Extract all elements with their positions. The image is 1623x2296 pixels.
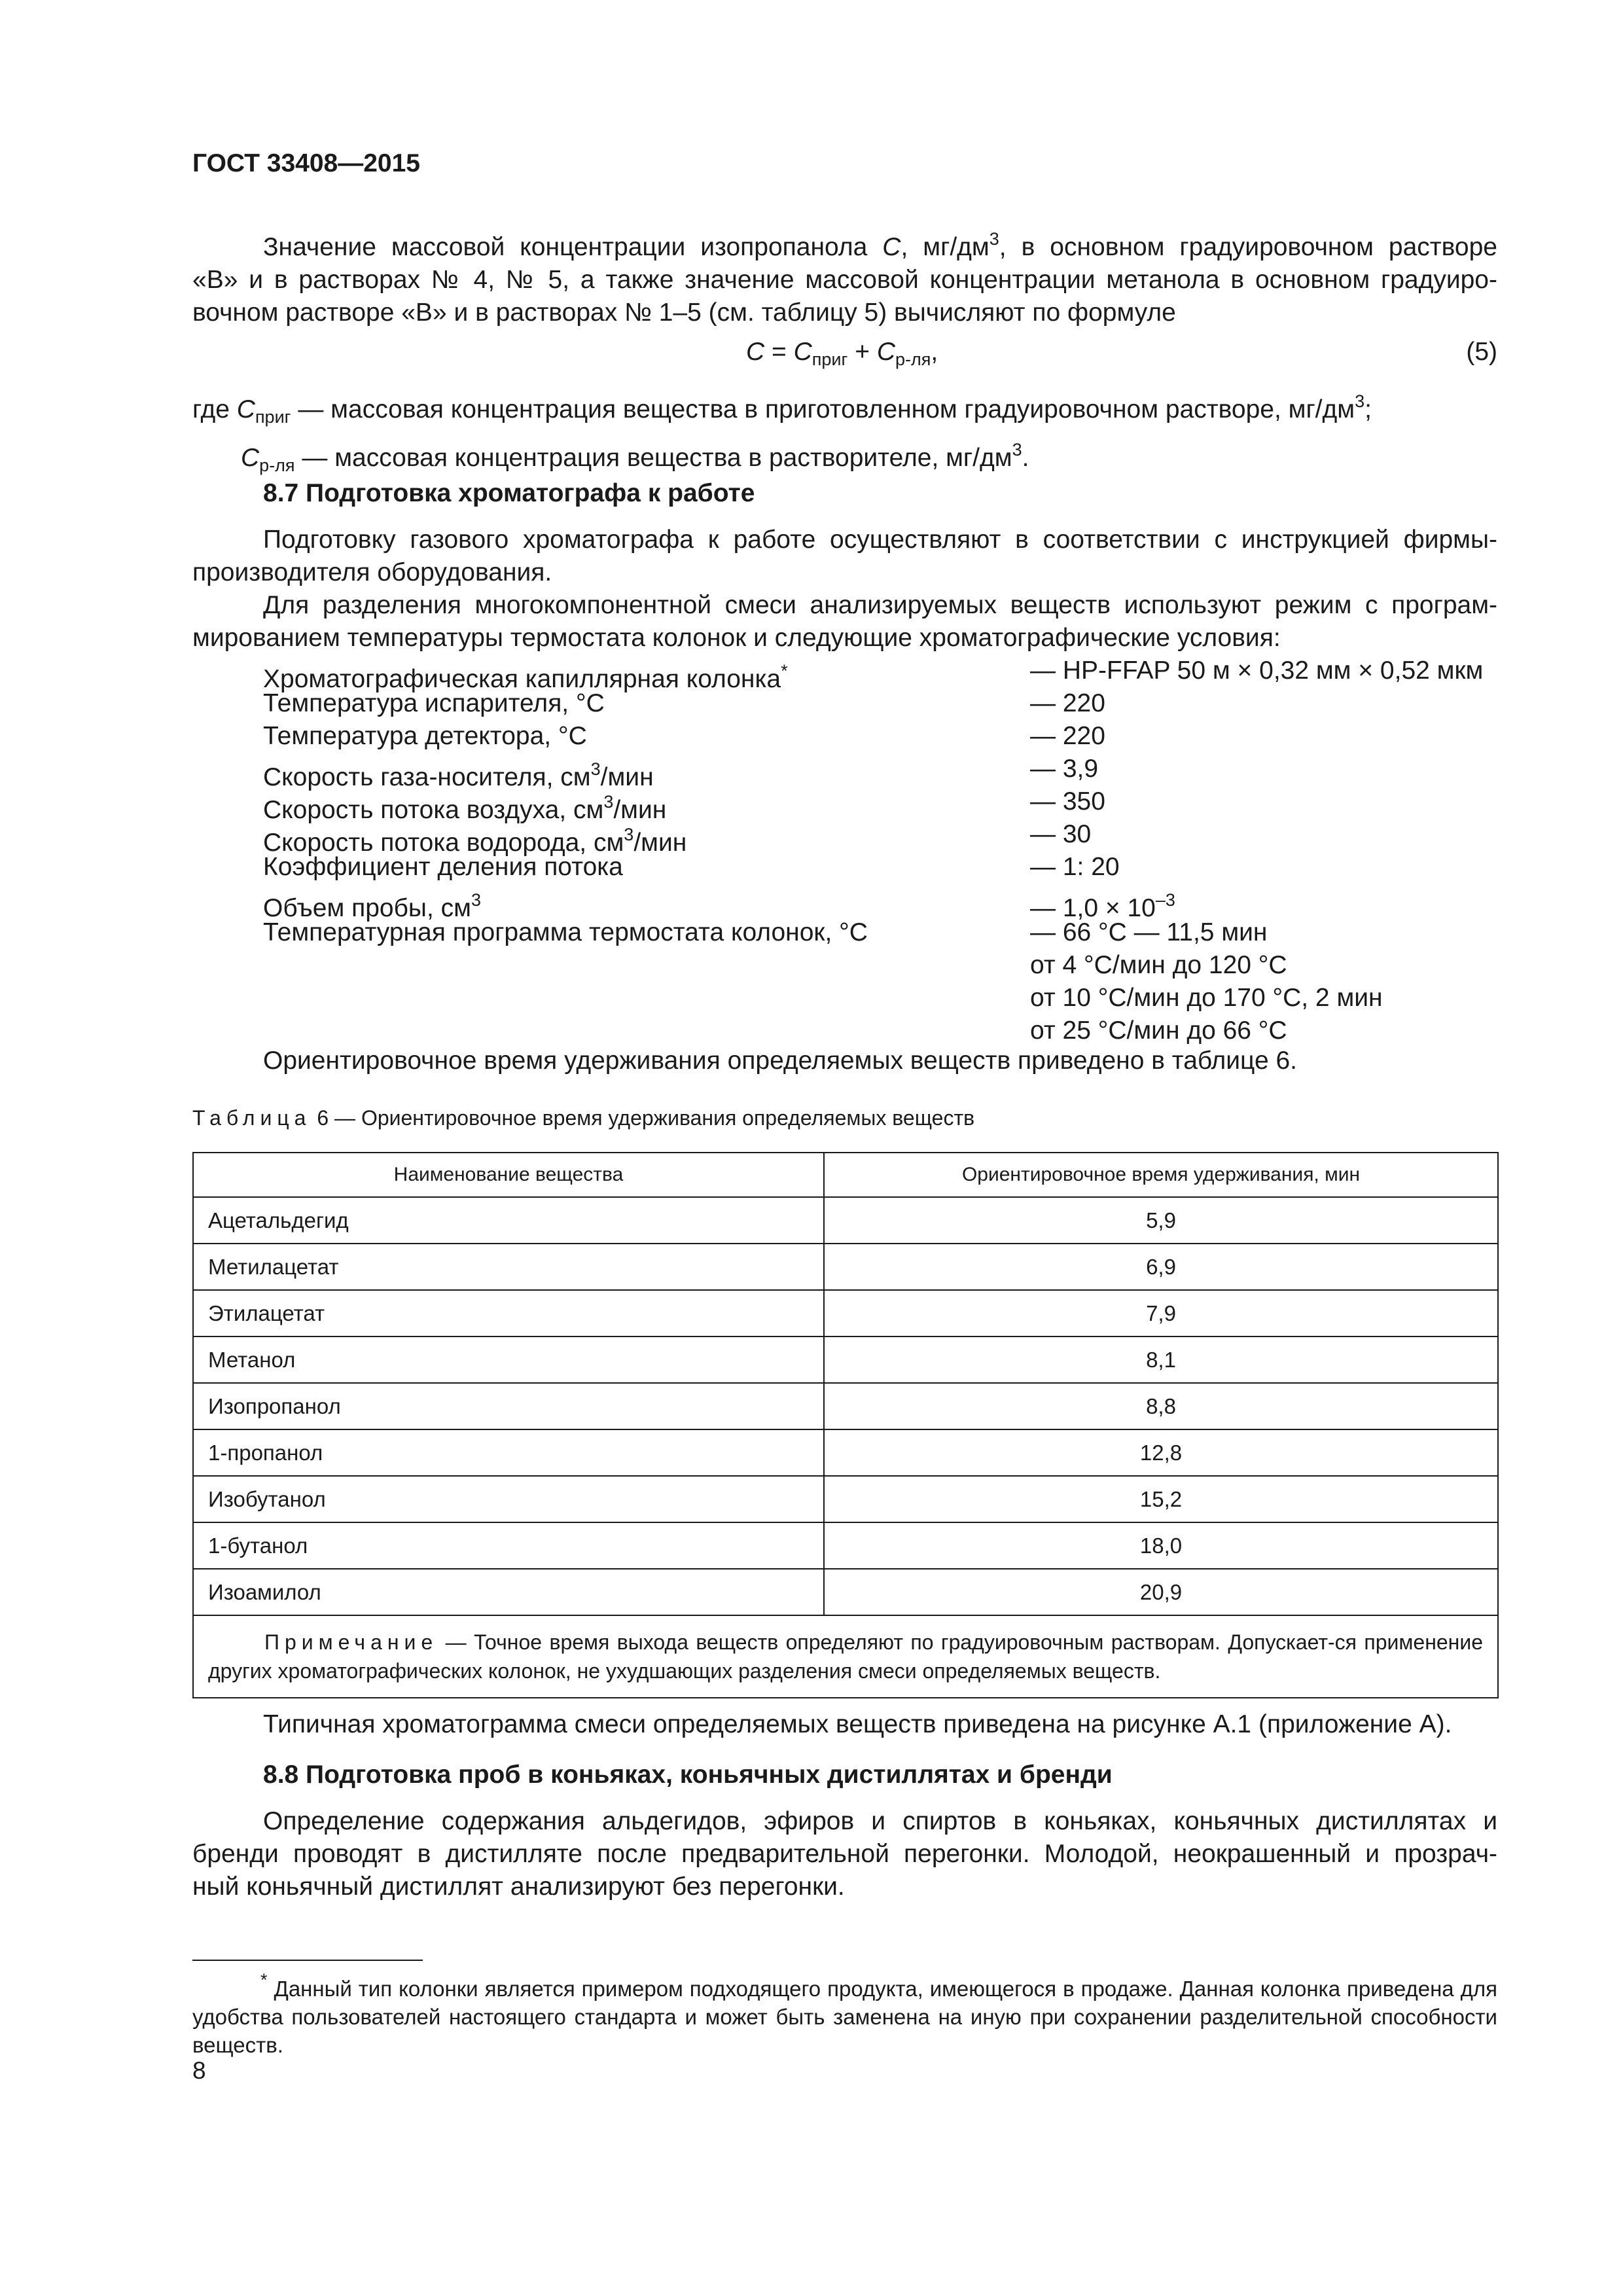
table-row bbox=[193, 1244, 1498, 1290]
table-row bbox=[193, 1429, 1498, 1476]
condition-label: Хроматографическая капиллярная колонка* bbox=[263, 661, 788, 693]
condition-value: — 220 bbox=[1030, 689, 1105, 717]
table-row bbox=[193, 1197, 1498, 1244]
retention-time: 5,9 bbox=[824, 1197, 1498, 1244]
retention-time: 7,9 bbox=[824, 1290, 1498, 1336]
condition-row bbox=[263, 818, 1500, 857]
s88-line2: бренди проводят в дистилляте после предварительной перегонки. Молодой, неокрашенный и прозрач- bbox=[192, 1840, 1497, 1868]
condition-row bbox=[263, 785, 1500, 824]
intro-paragraph bbox=[192, 223, 1497, 329]
after-table-paragraph: Типичная хроматограмма смеси определяемых веществ приведена на рисунке А.1 (приложение А). bbox=[263, 1710, 1452, 1738]
condition-label: Коэффициент деления потока bbox=[263, 853, 623, 881]
formula-number: (5) bbox=[1466, 338, 1497, 366]
table-row bbox=[193, 1476, 1498, 1522]
section-8-8-text bbox=[192, 1805, 1497, 1903]
section-8-8-heading: 8.8 Подготовка проб в коньяках, коньячных дистиллятах и бренди bbox=[263, 1761, 1113, 1789]
condition-row bbox=[263, 753, 1500, 791]
substance-name: 1-бутанол bbox=[193, 1522, 824, 1569]
table-note: Примечание — Точное время выхода веществ определяют по градуировочным растворам. Допускает-ся применение других хроматографических колонок, не ухудшающих разделения смеси определяемых веществ. bbox=[193, 1615, 1498, 1698]
s87-p1-line1: Подготовку газового хроматографа к работе осуществляют в соответствии с инструкцией фирмы- bbox=[263, 526, 1497, 554]
document-header: ГОСТ 33408—2015 bbox=[192, 149, 420, 177]
condition-row bbox=[263, 655, 1500, 693]
table-row bbox=[193, 1522, 1498, 1569]
condition-row bbox=[263, 720, 1500, 753]
condition-value: от 10 °С/мин до 170 °С, 2 мин bbox=[1030, 984, 1383, 1012]
condition-value: — 220 bbox=[1030, 722, 1105, 750]
section-8-7-text bbox=[192, 524, 1497, 655]
page-number: 8 bbox=[192, 2057, 206, 2084]
condition-row bbox=[263, 1014, 1500, 1047]
s88-line3: ный коньячный дистиллят анализируют без перегонки. bbox=[192, 1873, 845, 1901]
condition-label: Температура испарителя, °С bbox=[263, 689, 605, 717]
retention-time: 20,9 bbox=[824, 1569, 1498, 1615]
substance-name: Изобутанол bbox=[193, 1476, 824, 1522]
substance-name: Этилацетат bbox=[193, 1290, 824, 1336]
condition-row bbox=[263, 851, 1500, 884]
retention-time: 8,8 bbox=[824, 1383, 1498, 1429]
retention-time: 12,8 bbox=[824, 1429, 1498, 1476]
table-6-caption: Таблица 6 — Ориентировочное время удерживания определяемых веществ bbox=[192, 1106, 975, 1130]
s87-p2-line2: мированием температуры термостата колонок и следующие хроматографические условия: bbox=[192, 624, 1281, 652]
condition-value: — HP-FFAP 50 м × 0,32 мм × 0,52 мкм bbox=[1030, 656, 1484, 685]
substance-name: Метилацетат bbox=[193, 1244, 824, 1290]
chromatography-conditions bbox=[263, 655, 1500, 1047]
table-row bbox=[193, 1569, 1498, 1615]
condition-label: Температура детектора, °С bbox=[263, 722, 587, 750]
substance-name: Метанол bbox=[193, 1336, 824, 1383]
section-8-7-heading: 8.7 Подготовка хроматографа к работе bbox=[263, 479, 755, 507]
retention-time: 15,2 bbox=[824, 1476, 1498, 1522]
retention-time: 18,0 bbox=[824, 1522, 1498, 1569]
s87-p1-line2: производителя оборудования. bbox=[192, 558, 552, 586]
legend-line-1: где $C_{приг}$ — массовая концентрация вещества в приготовленном градуировочном растворе, $мг/дм^3$; bbox=[192, 391, 1372, 427]
retention-time: 6,9 bbox=[824, 1244, 1498, 1290]
condition-value: — 3,9 bbox=[1030, 755, 1099, 783]
table-note-row bbox=[193, 1615, 1498, 1698]
table-row bbox=[193, 1336, 1498, 1383]
substance-name: Изоамилол bbox=[193, 1569, 824, 1615]
s87-p2-line1: Для разделения многокомпонентной смеси анализируемых веществ используют режим с програм- bbox=[263, 591, 1497, 619]
condition-label: Скорость газа-носителя, $см^3$/мин bbox=[263, 759, 654, 791]
footnote-rule bbox=[192, 1960, 423, 1961]
condition-value: — 30 bbox=[1030, 820, 1092, 848]
intro-line-1: Значение массовой концентрации изопропанола C, $мг/дм^3$, в основном градуировочном растворе bbox=[263, 229, 1497, 261]
substance-name: Изопропанол bbox=[193, 1383, 824, 1429]
substance-name: 1-пропанол bbox=[193, 1429, 824, 1476]
legend-line-2: $C_{р-ля}$ — массовая концентрация вещества в растворителе, $мг/дм^3$. bbox=[241, 440, 1029, 475]
condition-label: Скорость потока водорода, $см^3$/мин bbox=[263, 825, 687, 857]
retention-time: 8,1 bbox=[824, 1336, 1498, 1383]
intro-line-3: вочном растворе «В» и в растворах № 1–5 (см. таблицу 5) вычисляют по формуле bbox=[192, 298, 1176, 327]
s87-p3: Ориентировочное время удерживания определяемых веществ приведено в таблице 6. bbox=[263, 1047, 1297, 1075]
s88-line1: Определение содержания альдегидов, эфиров и спиртов в коньяках, коньячных дистиллятах и bbox=[263, 1807, 1497, 1835]
column-header-retention-time: Ориентировочное время удерживания, мин bbox=[824, 1153, 1498, 1197]
condition-row bbox=[263, 982, 1500, 1014]
substance-name: Ацетальдегид bbox=[193, 1197, 824, 1244]
condition-row bbox=[263, 949, 1500, 982]
condition-value: — 350 bbox=[1030, 787, 1105, 816]
table-6 bbox=[192, 1152, 1499, 1698]
condition-label: Скорость потока воздуха, $см^3$/мин bbox=[263, 792, 667, 824]
condition-value: — 1: 20 bbox=[1030, 853, 1120, 881]
condition-row bbox=[263, 687, 1500, 720]
condition-label: Объем пробы, $см^3$ bbox=[263, 890, 481, 922]
footnote: * Данный тип колонки является примером подходящего продукта, имеющегося в продаже. Данная колонка приведена для удобства пользователей настоящего стандарта и может быть заменена на иную при сохранении разделительной способности веществ. bbox=[192, 1970, 1497, 2057]
table-row bbox=[193, 1383, 1498, 1429]
condition-value: от 4 °С/мин до 120 °С bbox=[1030, 951, 1287, 979]
formula-legend bbox=[192, 385, 1497, 482]
column-header-substance: Наименование вещества bbox=[193, 1153, 824, 1197]
table-row bbox=[193, 1290, 1498, 1336]
condition-value: — 66 °С — 11,5 мин bbox=[1030, 918, 1268, 946]
condition-row bbox=[263, 884, 1500, 922]
condition-value: — $1,0 \times 10^{-3}$ bbox=[1030, 890, 1175, 922]
formula-5: $C = C_{приг} + C_{р-ля}$, bbox=[746, 338, 938, 369]
table-header-row bbox=[193, 1153, 1498, 1197]
intro-line-2: «В» и в растворах № 4, № 5, а также значение массовой концентрации метанола в основном градуиро- bbox=[192, 266, 1497, 294]
condition-row bbox=[263, 916, 1500, 949]
condition-value: от 25 °С/мин до 66 °С bbox=[1030, 1016, 1287, 1045]
condition-label: Температурная программа термостата колонок, °С bbox=[263, 918, 868, 946]
